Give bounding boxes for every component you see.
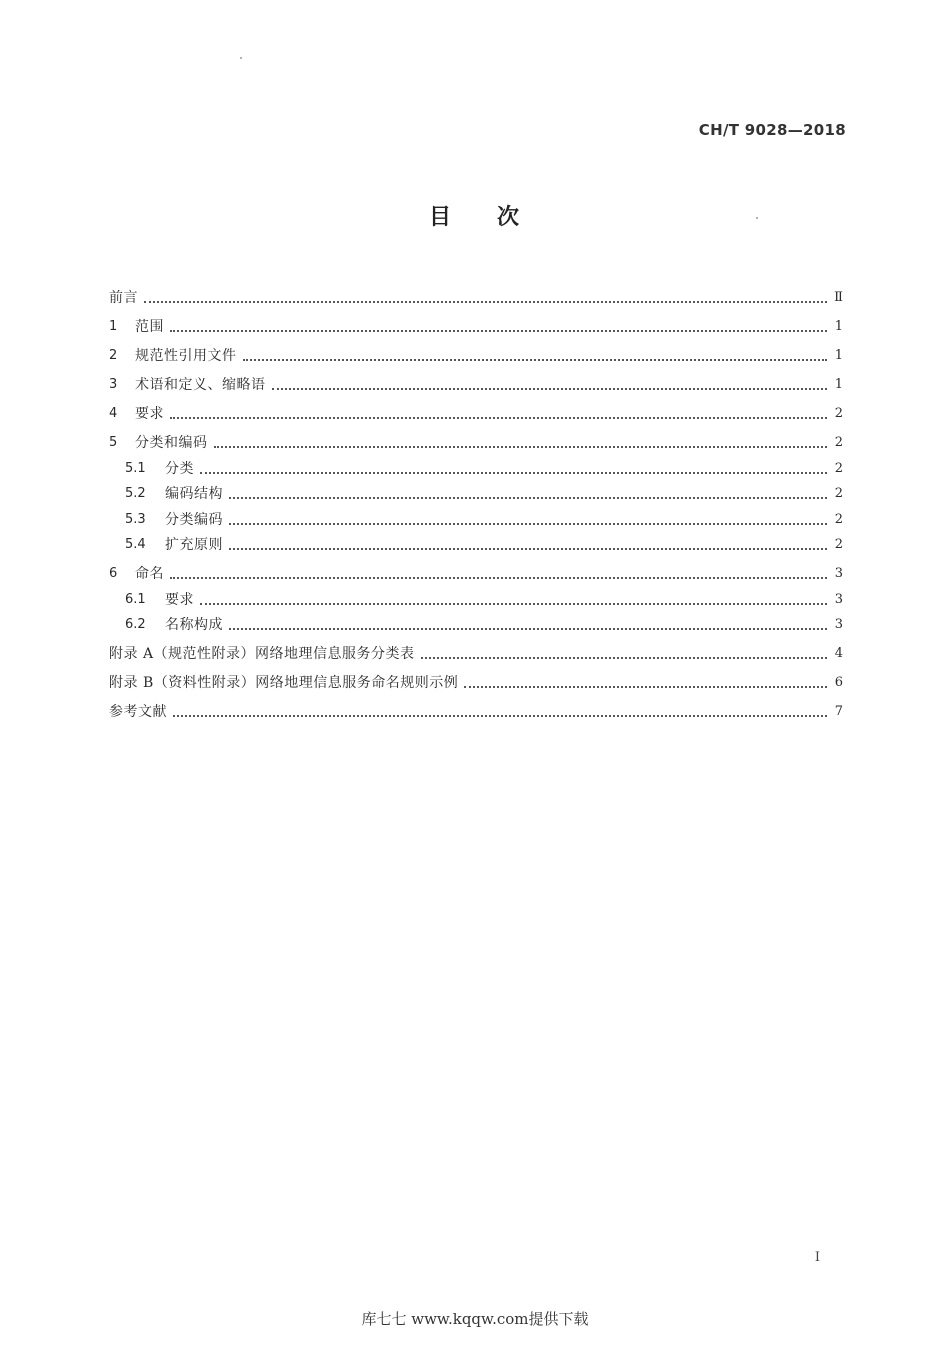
toc-entry-label: 要求	[165, 591, 194, 608]
toc-entry[interactable]	[109, 503, 843, 529]
toc-entry-label: 命名	[135, 566, 164, 582]
toc-entry-page: 4	[834, 646, 843, 661]
toc-entry-label: 附录 B（资料性附录）网络地理信息服务命名规则示例	[109, 675, 459, 691]
toc-entry-number: 1	[109, 319, 118, 334]
toc-title-part1: 目	[428, 205, 453, 230]
toc-entry-label: 扩充原则	[165, 537, 223, 553]
dot-leader	[229, 497, 827, 499]
toc-entry[interactable]	[109, 529, 843, 555]
toc-entry-number: 6	[109, 566, 118, 581]
toc-entry-label: 分类和编码	[135, 435, 208, 451]
toc-entry-number: 5.4	[125, 537, 146, 552]
dot-leader	[144, 301, 827, 303]
toc-entry[interactable]	[109, 554, 843, 583]
toc-entry-number: 5.1	[125, 460, 146, 476]
toc-entry-label: 分类编码	[165, 511, 223, 528]
toc-entry[interactable]	[109, 452, 843, 478]
toc-entry[interactable]	[109, 423, 843, 452]
scan-speck	[240, 57, 242, 59]
toc-entry[interactable]	[109, 336, 843, 365]
toc-entry-page: 2	[834, 537, 843, 552]
toc-entry-page: Ⅱ	[834, 290, 843, 305]
toc-entry-label: 分类	[165, 460, 194, 477]
toc-entry-page: 6	[834, 675, 843, 690]
dot-leader	[421, 657, 827, 659]
toc-entry[interactable]	[109, 478, 843, 504]
dot-leader	[243, 359, 828, 361]
dot-leader	[229, 548, 827, 550]
toc-entry-page: 3	[834, 617, 843, 632]
table-of-contents	[109, 278, 843, 721]
toc-entry-label: 编码结构	[165, 486, 223, 502]
dot-leader	[464, 686, 827, 688]
toc-entry-page: 2	[834, 486, 843, 501]
toc-entry[interactable]	[109, 365, 843, 394]
toc-entry-page: 2	[834, 435, 843, 450]
toc-entry-page: 1	[834, 319, 843, 334]
dot-leader	[272, 388, 828, 390]
toc-entry-page: 2	[834, 511, 843, 527]
toc-entry-page: 3	[834, 566, 843, 581]
toc-entry-number: 2	[109, 348, 118, 363]
dot-leader	[173, 715, 827, 717]
toc-entry-label: 参考文献	[109, 704, 167, 720]
dot-leader	[170, 417, 827, 419]
toc-entry[interactable]	[109, 278, 843, 307]
toc-entry-number: 3	[109, 377, 118, 392]
toc-entry-label: 名称构成	[165, 617, 223, 633]
toc-entry-number: 5	[109, 435, 118, 450]
dot-leader	[214, 446, 828, 448]
toc-entry[interactable]	[109, 394, 843, 423]
toc-title	[0, 200, 950, 231]
toc-entry[interactable]	[109, 609, 843, 635]
toc-entry-label: 范围	[135, 319, 164, 335]
dot-leader	[200, 472, 827, 474]
toc-entry-number: 5.3	[125, 511, 146, 527]
toc-entry-label: 规范性引用文件	[135, 348, 237, 364]
dot-leader	[170, 577, 827, 579]
toc-entry-page: 3	[834, 591, 843, 607]
dot-leader	[200, 603, 827, 605]
standard-code: CH/T 9028—2018	[698, 121, 846, 139]
toc-entry-number: 4	[109, 406, 118, 421]
toc-entry-page: 7	[834, 704, 843, 719]
toc-entry-number: 5.2	[125, 486, 146, 501]
toc-entry-page: 1	[834, 348, 843, 363]
toc-entry[interactable]	[109, 663, 843, 692]
toc-entry[interactable]	[109, 307, 843, 336]
dot-leader	[229, 628, 827, 630]
toc-entry-page: 1	[834, 377, 843, 392]
toc-entry[interactable]	[109, 634, 843, 663]
toc-entry-page: 2	[834, 460, 843, 476]
toc-entry-number: 6.2	[125, 617, 146, 632]
toc-entry-label: 要求	[135, 406, 164, 422]
toc-entry[interactable]	[109, 583, 843, 609]
toc-entry-label: 前言	[109, 290, 138, 306]
toc-entry-number: 6.1	[125, 591, 146, 607]
dot-leader	[170, 330, 827, 332]
toc-entry[interactable]	[109, 692, 843, 721]
toc-entry-page: 2	[834, 406, 843, 421]
download-watermark: 库七七 www.kqqw.com提供下载	[361, 1310, 589, 1328]
page-folio: I	[814, 1250, 820, 1265]
toc-entry-label: 术语和定义、缩略语	[135, 377, 266, 393]
toc-title-part2: 次	[497, 205, 522, 230]
toc-entry-label: 附录 A（规范性附录）网络地理信息服务分类表	[109, 646, 415, 662]
dot-leader	[229, 523, 827, 525]
